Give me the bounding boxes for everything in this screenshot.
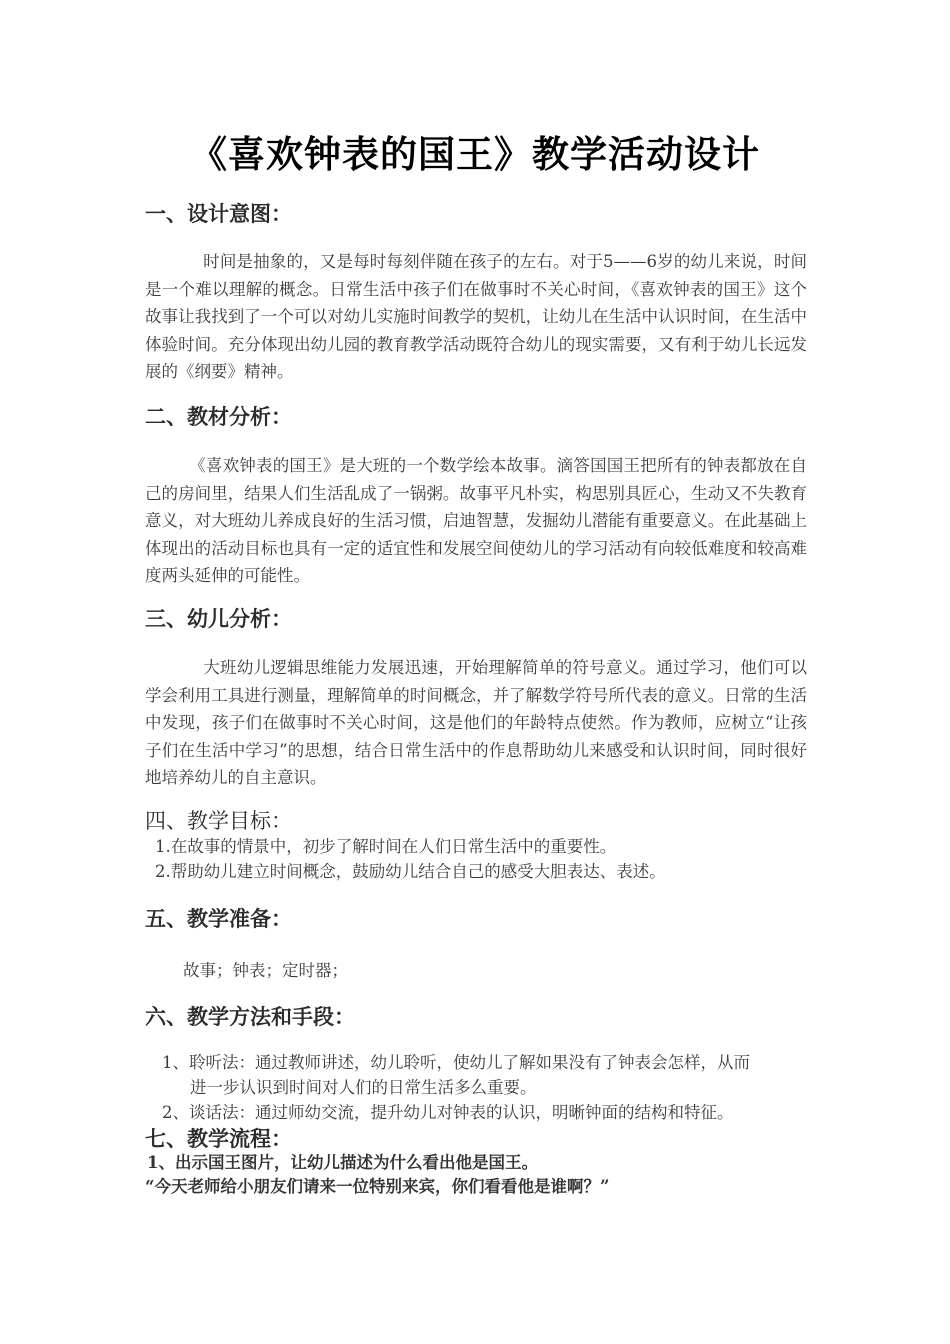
section-text-design-intent xyxy=(145,248,807,386)
method-item-1-continued: 进一步认识到时间对人们的日常生活多么重要。 xyxy=(190,1078,537,1097)
goal-item-1: 1.在故事的情景中，初步了解时间在人们日常生活中的重要性。 xyxy=(155,837,617,856)
section-heading-design-intent: 一、设计意图： xyxy=(145,201,292,226)
method-item-1: 1、聆听法：通过教师讲述，幼儿聆听，使幼儿了解如果没有了钟表会怎样，从而 xyxy=(162,1053,750,1072)
child-analysis-body: 大班幼儿逻辑思维能力发展迅速，开始理解简单的符号意义。通过学习，他们可以学会利用工具进行测量，理解简单的时间概念，并了解数学符号所代表的意义。日常的生活中发现，孩子们在做事时不关心时间，这是他们的年龄特点使然。作为教师，应树立“让孩子们在生活中学习”的思想，结合日常生活中的作息帮助幼儿来感受和认识时间，同时很好地培养幼儿的自主意识。 xyxy=(145,658,807,787)
method-item-2: 2、谈话法：通过师幼交流，提升幼儿对钟表的认识，明晰钟面的结构和特征。 xyxy=(162,1103,734,1122)
flow-step-1-quote: “今天老师给小朋友们请来一位特别来宾，你们看看他是谁啊？” xyxy=(145,1177,610,1196)
section-heading-child-analysis: 三、幼儿分析： xyxy=(145,606,292,631)
section-heading-teaching-goals: 四、教学目标： xyxy=(145,809,292,833)
goal-item-2: 2.帮助幼儿建立时间概念，鼓励幼儿结合自己的感受大胆表达、表述。 xyxy=(155,862,666,881)
material-analysis-body: 《喜欢钟表的国王》是大班的一个数学绘本故事。滴答国国王把所有的钟表都放在自己的房间里，结果人们生活乱成了一锅粥。故事平凡朴实，构思别具匠心，生动又不失教育意义，对大班幼儿养成良好的生活习惯，启迪智慧，发掘幼儿潜能有重要意义。在此基础上体现出的活动目标也具有一定的适宜性和发展空间使幼儿的学习活动有向较低难度和较高难度两头延伸的可能性。 xyxy=(145,456,807,585)
section-heading-teaching-flow: 七、教学流程： xyxy=(145,1126,292,1151)
section-text-child-analysis xyxy=(145,654,807,792)
flow-step-1: 1、出示国王图片，让幼儿描述为什么看出他是国王。 xyxy=(147,1153,538,1172)
document-title: 《喜欢钟表的国王》教学活动设计 xyxy=(190,132,760,176)
section-heading-teaching-prep: 五、教学准备： xyxy=(145,906,292,931)
design-intent-body: 时间是抽象的，又是每时每刻伴随在孩子的左右。对于5——6岁的幼儿来说，时间是一个难以理解的概念。日常生活中孩子们在做事时不关心时间，《喜欢钟表的国王》这个故事让我找到了一个可以对幼儿实施时间教学的契机，让幼儿在生活中认识时间，在生活中体验时间。充分体现出幼儿园的教育教学活动既符合幼儿的现实需要，又有利于幼儿长远发展的《纲要》精神。 xyxy=(145,252,807,381)
prep-items: 故事；钟表；定时器； xyxy=(183,961,348,980)
section-heading-teaching-methods: 六、教学方法和手段： xyxy=(145,1004,355,1029)
section-heading-material-analysis: 二、教材分析： xyxy=(145,404,292,429)
section-text-material-analysis xyxy=(145,452,807,590)
